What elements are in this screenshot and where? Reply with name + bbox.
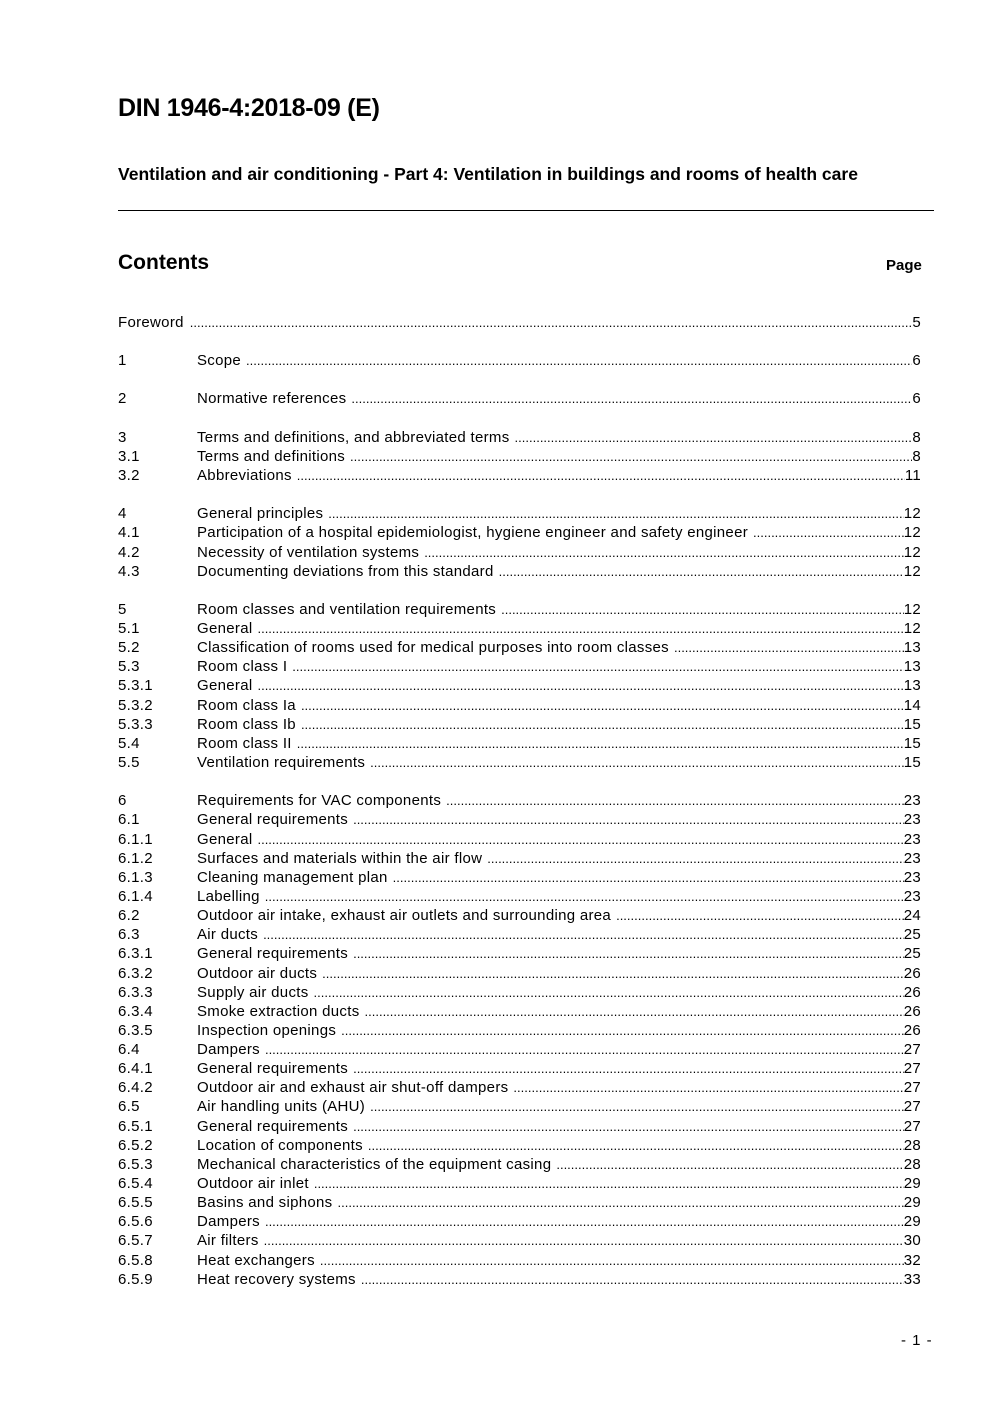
toc-entry[interactable]	[118, 1079, 921, 1098]
toc-entry-number: 2	[118, 390, 127, 408]
toc-entry-number: 6.5.9	[118, 1270, 153, 1288]
toc-entry[interactable]	[118, 620, 921, 639]
toc-entry-page[interactable]: 23	[903, 849, 921, 867]
toc-entry-number: 6.5.1	[118, 1117, 153, 1135]
toc-entry[interactable]	[118, 811, 921, 830]
toc-entry-title[interactable]: Requirements for VAC components	[197, 792, 442, 810]
toc-entry-title[interactable]: Supply air ducts	[197, 983, 309, 1001]
toc-entry-page[interactable]: 12	[903, 524, 921, 542]
toc-entry-number: 6.4.2	[118, 1079, 153, 1097]
toc-entry-page[interactable]: 23	[903, 830, 921, 848]
toc-entry[interactable]	[118, 792, 921, 811]
toc-dot-leader	[257, 621, 903, 636]
toc-entry[interactable]	[118, 1271, 921, 1290]
toc-entry[interactable]	[118, 601, 921, 620]
toc-entry-title[interactable]: Mechanical characteristics of the equipment casing	[197, 1155, 552, 1173]
toc-dot-leader	[314, 985, 904, 1000]
toc-entry-number: 1	[118, 352, 127, 370]
toc-entry-title[interactable]: General	[197, 677, 253, 695]
toc-entry-number: 3.2	[118, 466, 140, 484]
toc-entry-title[interactable]: Room class Ib	[197, 715, 296, 733]
toc-entry-title[interactable]: Location of components	[197, 1136, 363, 1154]
toc-entry[interactable]	[118, 716, 921, 735]
toc-entry-page[interactable]: 6	[912, 352, 921, 370]
toc-entry-page[interactable]: 15	[903, 754, 921, 771]
toc-entry-page[interactable]: 12	[903, 600, 921, 618]
toc-entry-number: 6.5.5	[118, 1194, 153, 1212]
toc-entry-title[interactable]: Heat exchangers	[197, 1251, 315, 1269]
toc-entry-title[interactable]: Outdoor air inlet	[197, 1175, 309, 1193]
toc-dot-leader	[301, 717, 904, 732]
toc-entry-number: 6.1.3	[118, 868, 153, 886]
toc-entry[interactable]	[118, 926, 921, 945]
toc-entry-page[interactable]: 11	[904, 466, 921, 484]
toc-entry-title[interactable]: General requirements	[197, 1117, 349, 1135]
toc-entry[interactable]	[118, 390, 921, 409]
toc-entry[interactable]	[118, 677, 921, 696]
toc-entry[interactable]	[118, 505, 921, 524]
toc-entry-number: 6.3.3	[118, 983, 153, 1001]
toc-entry-number: 6.1.4	[118, 887, 153, 905]
toc-entry-number: 6	[118, 792, 127, 810]
toc-entry-number: 6.3.5	[118, 1021, 153, 1039]
toc-entry-title[interactable]: Terms and definitions	[197, 447, 346, 465]
toc-entry-title[interactable]: General requirements	[197, 811, 349, 829]
toc-entry[interactable]	[118, 1156, 921, 1175]
toc-dot-leader	[370, 755, 904, 770]
toc-dot-leader	[499, 564, 904, 579]
toc-entry-page[interactable]: 27	[903, 1079, 921, 1097]
toc-entry-page[interactable]: 27	[903, 1041, 921, 1059]
toc-entry-title[interactable]: Outdoor air ducts	[197, 964, 318, 982]
toc-entry-title[interactable]: Normative references	[197, 390, 347, 408]
toc-dot-leader	[263, 927, 904, 942]
toc-entry-title[interactable]: Abbreviations	[197, 466, 292, 484]
toc-entry-page[interactable]: 25	[903, 945, 921, 963]
toc-entry-number: 6.1.2	[118, 849, 153, 867]
toc-dot-leader	[513, 1080, 903, 1095]
toc-entry-title[interactable]: Dampers	[197, 1041, 260, 1059]
toc-entry-title[interactable]: Air filters	[197, 1232, 259, 1250]
toc-entry-title[interactable]: Foreword	[118, 314, 184, 331]
toc-dot-leader	[292, 659, 903, 674]
toc-entry[interactable]	[118, 907, 921, 926]
toc-entry-page[interactable]: 12	[903, 543, 921, 561]
toc-entry-page[interactable]: 23	[903, 868, 921, 886]
toc-dot-leader	[674, 640, 904, 655]
toc-entry-title[interactable]: Scope	[197, 352, 242, 370]
toc-entry-number: 5.3.3	[118, 715, 153, 733]
toc-entry-number: 6.5.3	[118, 1155, 153, 1173]
toc-dot-leader	[556, 1157, 903, 1172]
toc-dot-leader	[353, 1119, 904, 1134]
toc-entry-page[interactable]: 30	[903, 1232, 921, 1250]
table-of-contents	[118, 314, 921, 1290]
toc-entry-number: 5.3	[118, 658, 140, 676]
toc-dot-leader	[265, 1042, 904, 1057]
toc-entry-page[interactable]: 23	[903, 792, 921, 810]
toc-entry[interactable]	[118, 1060, 921, 1079]
toc-entry-number: 4.3	[118, 562, 140, 580]
toc-dot-leader	[424, 545, 904, 560]
toc-dot-leader	[393, 870, 904, 885]
toc-dot-leader	[297, 736, 904, 751]
toc-entry-number: 3.1	[118, 447, 140, 465]
toc-entry-page[interactable]: 29	[903, 1194, 921, 1212]
toc-dot-leader	[353, 1061, 904, 1076]
toc-entry-page[interactable]: 13	[903, 639, 921, 657]
document-subtitle: Ventilation and air conditioning - Part 4: Ventilation in buildings and rooms of health care	[118, 164, 858, 184]
toc-entry[interactable]	[118, 1118, 921, 1137]
toc-entry-title[interactable]: Room class Ia	[197, 696, 296, 714]
toc-entry-title[interactable]: General	[197, 620, 253, 638]
toc-dot-leader	[446, 793, 904, 808]
toc-dot-leader	[370, 1099, 904, 1114]
toc-entry-number: 6.5	[118, 1098, 140, 1116]
toc-entry[interactable]	[118, 1232, 921, 1251]
toc-entry[interactable]	[118, 448, 921, 467]
toc-entry-title[interactable]: Terms and definitions, and abbreviated terms	[197, 428, 510, 446]
toc-entry-number: 4.1	[118, 524, 140, 542]
toc-entry-page[interactable]: 6	[912, 390, 921, 408]
toc-entry[interactable]	[118, 1098, 921, 1117]
toc-entry[interactable]	[118, 658, 921, 677]
toc-entry[interactable]	[118, 544, 921, 563]
toc-entry-page[interactable]: 26	[903, 1002, 921, 1020]
toc-entry[interactable]	[118, 352, 921, 371]
toc-dot-leader	[246, 353, 912, 368]
toc-entry-number: 5.2	[118, 639, 140, 657]
toc-entry[interactable]	[118, 467, 921, 486]
toc-entry-page[interactable]: 26	[903, 964, 921, 982]
toc-entry-title[interactable]: Dampers	[197, 1213, 260, 1231]
toc-entry[interactable]	[118, 984, 921, 1003]
toc-entry-title[interactable]: Documenting deviations from this standard	[197, 562, 494, 580]
toc-entry-number: 6.2	[118, 907, 140, 925]
toc-dot-leader	[190, 315, 913, 330]
toc-entry-number: 4.2	[118, 543, 140, 561]
toc-entry[interactable]	[118, 831, 921, 850]
toc-entry[interactable]	[118, 965, 921, 984]
toc-entry-page[interactable]: 29	[903, 1175, 921, 1193]
toc-dot-leader	[353, 946, 904, 961]
toc-entry-page[interactable]: 28	[903, 1136, 921, 1154]
toc-entry-title[interactable]: Inspection openings	[197, 1021, 337, 1039]
toc-dot-leader	[265, 889, 904, 904]
toc-dot-leader	[338, 1195, 904, 1210]
toc-entry-number: 5.3.2	[118, 696, 153, 714]
toc-entry-title[interactable]: General principles	[197, 505, 324, 523]
toc-entry[interactable]	[118, 1194, 921, 1213]
document-title: DIN 1946-4:2018-09 (E)	[118, 94, 380, 122]
toc-entry-number: 6.3.4	[118, 1002, 153, 1020]
toc-entry-page[interactable]: 5	[912, 314, 921, 331]
toc-entry-title[interactable]: Smoke extraction ducts	[197, 1002, 360, 1020]
toc-entry[interactable]	[118, 735, 921, 754]
toc-entry-title[interactable]: Basins and siphons	[197, 1194, 333, 1212]
contents-heading: Contents	[118, 251, 209, 274]
toc-dot-leader	[314, 1176, 904, 1191]
toc-entry[interactable]	[118, 1003, 921, 1022]
toc-entry-page[interactable]: 23	[903, 887, 921, 905]
toc-entry-title[interactable]: Cleaning management plan	[197, 868, 388, 886]
toc-dot-leader	[361, 1272, 904, 1287]
toc-entry-title[interactable]: Ventilation requirements	[197, 754, 366, 771]
toc-entry-page[interactable]: 8	[912, 447, 921, 465]
toc-dot-leader	[301, 698, 904, 713]
toc-entry-page[interactable]: 26	[903, 1021, 921, 1039]
toc-entry-number: 6.5.6	[118, 1213, 153, 1231]
toc-dot-leader	[322, 966, 904, 981]
toc-entry-title[interactable]: General	[197, 830, 253, 848]
toc-entry[interactable]	[118, 314, 921, 333]
toc-dot-leader	[487, 851, 903, 866]
toc-dot-leader	[265, 1214, 904, 1229]
toc-entry-title[interactable]: Room class II	[197, 734, 292, 752]
toc-entry-page[interactable]: 14	[903, 696, 921, 714]
toc-entry[interactable]	[118, 1252, 921, 1271]
toc-dot-leader	[297, 468, 905, 483]
toc-entry[interactable]	[118, 429, 921, 448]
toc-entry-page[interactable]: 23	[903, 811, 921, 829]
toc-entry-title[interactable]: Classification of rooms used for medical purposes into room classes	[197, 639, 669, 657]
toc-dot-leader	[353, 812, 904, 827]
toc-entry-number: 6.5.8	[118, 1251, 153, 1269]
toc-entry-page[interactable]: 15	[903, 734, 921, 752]
toc-entry-page[interactable]: 27	[903, 1117, 921, 1135]
toc-entry-title[interactable]: Labelling	[197, 887, 260, 905]
toc-entry-number: 5.4	[118, 734, 140, 752]
toc-entry-number: 4	[118, 505, 127, 523]
toc-entry[interactable]	[118, 754, 921, 773]
toc-entry-number: 6.3.1	[118, 945, 153, 963]
toc-entry-number: 5.5	[118, 754, 140, 771]
toc-entry[interactable]	[118, 524, 921, 543]
toc-entry-title[interactable]: Heat recovery systems	[197, 1270, 356, 1288]
toc-entry-page[interactable]: 27	[903, 1060, 921, 1078]
toc-entry-page[interactable]: 12	[903, 620, 921, 638]
toc-entry-number: 6.5.7	[118, 1232, 153, 1250]
toc-dot-leader	[328, 506, 903, 521]
toc-entry-title[interactable]: Surfaces and materials within the air flow	[197, 849, 483, 867]
toc-entry-title[interactable]: Outdoor air intake, exhaust air outlets and surrounding area	[197, 907, 612, 925]
toc-dot-leader	[257, 678, 903, 693]
toc-entry-title[interactable]: Room class I	[197, 658, 288, 676]
toc-dot-leader	[257, 832, 903, 847]
toc-entry-page[interactable]: 24	[903, 907, 921, 925]
toc-entry-title[interactable]: Air handling units (AHU)	[197, 1098, 366, 1116]
toc-entry-number: 3	[118, 428, 127, 446]
toc-entry-number: 6.3.2	[118, 964, 153, 982]
toc-entry-page[interactable]: 25	[903, 926, 921, 944]
toc-entry-title[interactable]: Participation of a hospital epidemiologist, hygiene engineer and safety engineer	[197, 524, 749, 542]
toc-entry-number: 6.5.2	[118, 1136, 153, 1154]
toc-dot-leader	[515, 430, 913, 445]
toc-dot-leader	[753, 525, 904, 540]
toc-entry[interactable]	[118, 850, 921, 869]
toc-entry-title[interactable]: Outdoor air and exhaust air shut-off dampers	[197, 1079, 509, 1097]
toc-entry-title[interactable]: Necessity of ventilation systems	[197, 543, 420, 561]
toc-entry[interactable]	[118, 888, 921, 907]
toc-entry-number: 6.1.1	[118, 830, 153, 848]
toc-dot-leader	[368, 1138, 904, 1153]
toc-entry-number: 6.1	[118, 811, 140, 829]
toc-entry-title[interactable]: General requirements	[197, 1060, 349, 1078]
toc-entry[interactable]	[118, 563, 921, 582]
toc-entry-page[interactable]: 13	[903, 677, 921, 695]
toc-entry-title[interactable]: Room classes and ventilation requirements	[197, 600, 497, 618]
toc-entry[interactable]	[118, 1175, 921, 1194]
toc-entry-page[interactable]: 15	[903, 715, 921, 733]
toc-entry-page[interactable]: 8	[912, 428, 921, 446]
title-divider	[118, 210, 934, 211]
toc-entry-page[interactable]: 12	[903, 505, 921, 523]
toc-dot-leader	[365, 1004, 904, 1019]
toc-entry-page[interactable]: 27	[903, 1098, 921, 1116]
toc-entry-page[interactable]: 28	[903, 1155, 921, 1173]
toc-entry[interactable]	[118, 1041, 921, 1060]
toc-entry-number: 5.1	[118, 620, 140, 638]
toc-dot-leader	[616, 908, 904, 923]
toc-dot-leader	[341, 1023, 904, 1038]
toc-entry[interactable]	[118, 639, 921, 658]
toc-entry-number: 6.5.4	[118, 1175, 153, 1193]
toc-entry[interactable]	[118, 1137, 921, 1156]
toc-entry-page[interactable]: 33	[903, 1270, 921, 1288]
toc-entry-page[interactable]: 32	[903, 1251, 921, 1269]
toc-entry-page[interactable]: 12	[903, 562, 921, 580]
toc-entry-number: 6.3	[118, 926, 140, 944]
toc-dot-leader	[264, 1233, 904, 1248]
toc-dot-leader	[351, 391, 912, 406]
toc-entry-number: 5	[118, 600, 127, 618]
toc-dot-leader	[501, 602, 904, 617]
toc-entry-number: 5.3.1	[118, 677, 153, 695]
toc-entry-number: 6.4.1	[118, 1060, 153, 1078]
toc-dot-leader	[350, 449, 912, 464]
toc-entry-title[interactable]: Air ducts	[197, 926, 259, 944]
toc-entry[interactable]	[118, 869, 921, 888]
toc-entry[interactable]	[118, 1213, 921, 1232]
toc-entry-title[interactable]: General requirements	[197, 945, 349, 963]
toc-entry-page[interactable]: 13	[903, 658, 921, 676]
toc-entry-page[interactable]: 29	[903, 1213, 921, 1231]
toc-entry[interactable]	[118, 1022, 921, 1041]
toc-entry[interactable]	[118, 697, 921, 716]
footer-page-number: - 1 -	[901, 1332, 933, 1349]
toc-entry-number: 6.4	[118, 1041, 140, 1059]
page-column-heading: Page	[886, 257, 922, 274]
toc-entry-page[interactable]: 26	[903, 983, 921, 1001]
toc-entry[interactable]	[118, 945, 921, 964]
toc-dot-leader	[320, 1253, 904, 1268]
